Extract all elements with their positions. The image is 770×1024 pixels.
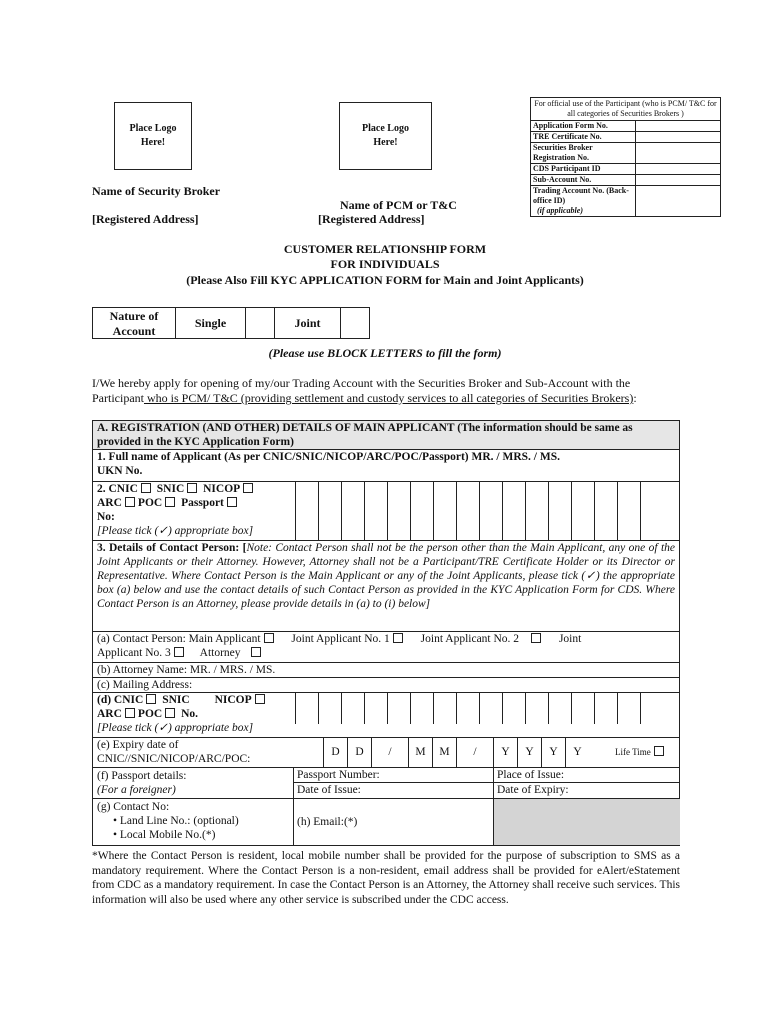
official-input[interactable] <box>636 175 721 186</box>
snic-checkbox[interactable] <box>187 483 197 493</box>
pcm-address: [Registered Address] <box>318 212 425 226</box>
joint-2-checkbox[interactable] <box>531 633 541 643</box>
form-subtitle: FOR INDIVIDUALS <box>330 257 440 271</box>
mailing-address-field[interactable]: (c) Mailing Address: <box>92 677 680 693</box>
official-row: TRE Certificate No. <box>531 132 636 143</box>
date-of-issue-field[interactable]: Date of Issue: <box>297 784 361 796</box>
expiry-date-cell[interactable]: Y <box>565 738 589 767</box>
attorney-name-field[interactable]: (b) Attorney Name: MR. / MRS. / MS. <box>92 662 680 678</box>
expiry-date-cell[interactable]: Y <box>493 738 517 767</box>
place-of-issue-field[interactable]: Place of Issue: <box>494 768 680 783</box>
lifetime-checkbox[interactable] <box>654 746 664 756</box>
passport-checkbox[interactable] <box>227 497 237 507</box>
official-note: (if applicable) <box>537 206 583 215</box>
official-row: CDS Participant ID <box>531 164 636 175</box>
section-a-header: A. REGISTRATION (AND OTHER) DETAILS OF MAIN APPLICANT (The information should be same as provided in the KYC Application Form) <box>92 420 680 450</box>
official-input[interactable] <box>636 164 721 175</box>
contact-person-select: (a) Contact Person: Main Applicant Joint Applicant No. 1 Joint Applicant No. 2 Joint Applicant No. 3 Attorney <box>92 631 680 663</box>
id-number-grid[interactable] <box>295 482 663 540</box>
nicop-checkbox[interactable] <box>243 483 253 493</box>
expiry-date-cell[interactable]: D <box>347 738 371 767</box>
joint-1-checkbox[interactable] <box>393 633 403 643</box>
official-input[interactable] <box>636 132 721 143</box>
block-letters-note: (Please use BLOCK LETTERS to fill the form) <box>268 346 502 360</box>
official-row: Sub-Account No. <box>531 175 636 186</box>
passport-details: (f) Passport details: (For a foreigner) Passport Number: Date of Issue: Place of Issue: Date of Expiry: <box>92 767 680 799</box>
expiry-date-cell[interactable]: M <box>432 738 456 767</box>
land-line-field[interactable]: • Land Line No.: (optional) <box>113 815 239 827</box>
shaded-cell <box>493 799 680 845</box>
contact-person-details: 3. Details of Contact Person: [Note: Contact Person shall not be the person other than the Main Applicant, any one of the Joint Applicants or their Attorney. However, Attorney shall not be a Participant/TRE Certificate Holder or its Director or Representative. Where Contact Person is the Main Applicant or any of the Joint Applicants, please tick (✓) the appropriate box (a) below and use the contact details of such Contact Person as provided in the KYC Application Form for CDS. Where Contact Person is an Attorney, please provide details in (a) to (i) below] <box>92 540 680 632</box>
expiry-date-cell[interactable]: D <box>323 738 347 767</box>
form-title: CUSTOMER RELATIONSHIP FORM <box>283 242 487 256</box>
broker-name: Name of Security Broker <box>92 184 221 198</box>
intro-line-1: I/We hereby apply for opening of my/our Trading Account with the Securities Broker and Sub-Account with the <box>92 376 631 390</box>
mobile-field[interactable]: • Local Mobile No.(*) <box>113 829 216 841</box>
email-field[interactable]: (h) Email:(*) <box>293 799 493 845</box>
joint-checkbox[interactable] <box>341 307 370 339</box>
form-kyc-note: (Please Also Fill KYC APPLICATION FORM for Main and Joint Applicants) <box>186 273 584 287</box>
expiry-date-field: (e) Expiry date of CNIC//SNIC/NICOP/ARC/POC: D D / M M / Y Y Y Y Life Time <box>92 737 680 768</box>
official-use-header: For official use of the Participant (who is PCM/ T&C for all categories of Securities Brokers ) <box>530 97 721 120</box>
d-poc-checkbox[interactable] <box>165 708 175 718</box>
broker-address: [Registered Address] <box>92 212 199 226</box>
contact-numbers: (g) Contact No: • Land Line No.: (optional) • Local Mobile No.(*) (h) Email:(*) <box>92 798 680 846</box>
attorney-checkbox[interactable] <box>251 647 261 657</box>
logo-placeholder-middle: Place Logo Here! <box>339 102 432 170</box>
official-input[interactable] <box>636 121 721 132</box>
official-row: Application Form No. <box>531 121 636 132</box>
intro-line-2: Participant who is PCM/ T&C (providing settlement and custody services to all categories of Securities Brokers): <box>92 391 637 405</box>
nature-of-account <box>92 307 370 339</box>
official-input[interactable] <box>636 143 721 164</box>
d-cnic-checkbox[interactable] <box>146 694 156 704</box>
single-label: Single <box>176 307 246 339</box>
official-row: Securities Broker Registration No. <box>531 143 636 164</box>
expiry-date-cell[interactable]: M <box>408 738 432 767</box>
passport-number-field[interactable]: Passport Number: <box>294 768 494 783</box>
d-nicop-checkbox[interactable] <box>255 694 265 704</box>
single-checkbox[interactable] <box>246 307 275 339</box>
attorney-id-field: (d) CNIC SNIC NICOP ARC POC No. [Please tick (✓) appropriate box] <box>92 692 680 738</box>
joint-3-checkbox[interactable] <box>174 647 184 657</box>
expiry-date-cell[interactable]: / <box>456 738 493 767</box>
cnic-checkbox[interactable] <box>141 483 151 493</box>
official-input[interactable] <box>636 186 721 217</box>
date-of-expiry-field[interactable]: Date of Expiry: <box>497 784 569 796</box>
expiry-date-cell[interactable]: Y <box>517 738 541 767</box>
pcm-name: Name of PCM or T&C <box>340 198 457 212</box>
expiry-date-cells[interactable] <box>323 738 589 767</box>
id-type-field: 2. CNIC SNIC NICOP ARC POC Passport No: [Please tick (✓) appropriate box] <box>92 481 680 541</box>
expiry-date-cell[interactable]: / <box>371 738 408 767</box>
logo-placeholder-left: Place Logo Here! <box>114 102 192 170</box>
d-arc-checkbox[interactable] <box>125 708 135 718</box>
poc-checkbox[interactable] <box>165 497 175 507</box>
expiry-date-cell[interactable]: Y <box>541 738 565 767</box>
nature-label: Nature of Account <box>92 307 176 339</box>
full-name-field[interactable]: 1. Full name of Applicant (As per CNIC/SNIC/NICOP/ARC/POC/Passport) MR. / MRS. / MS. UKN No. <box>92 450 680 482</box>
joint-label: Joint <box>275 307 341 339</box>
footnote: *Where the Contact Person is resident, local mobile number shall be provided for the purpose of subscription to SMS as a mandatory requirement. Where the Contact Person is a non-resident, email address shall be provided for eAlert/eStatement from CDC as a mandatory requirement. In case the Contact Person is an Attorney, the Attorney shall receive such services. This information will also be used where any other service is subscribed under the CDC access. <box>92 850 680 906</box>
official-row: Trading Account No. (Back-office ID) (if applicable) <box>531 186 636 217</box>
main-applicant-checkbox[interactable] <box>264 633 274 643</box>
arc-checkbox[interactable] <box>125 497 135 507</box>
official-use-table <box>530 97 721 217</box>
attorney-id-grid[interactable] <box>295 693 663 724</box>
